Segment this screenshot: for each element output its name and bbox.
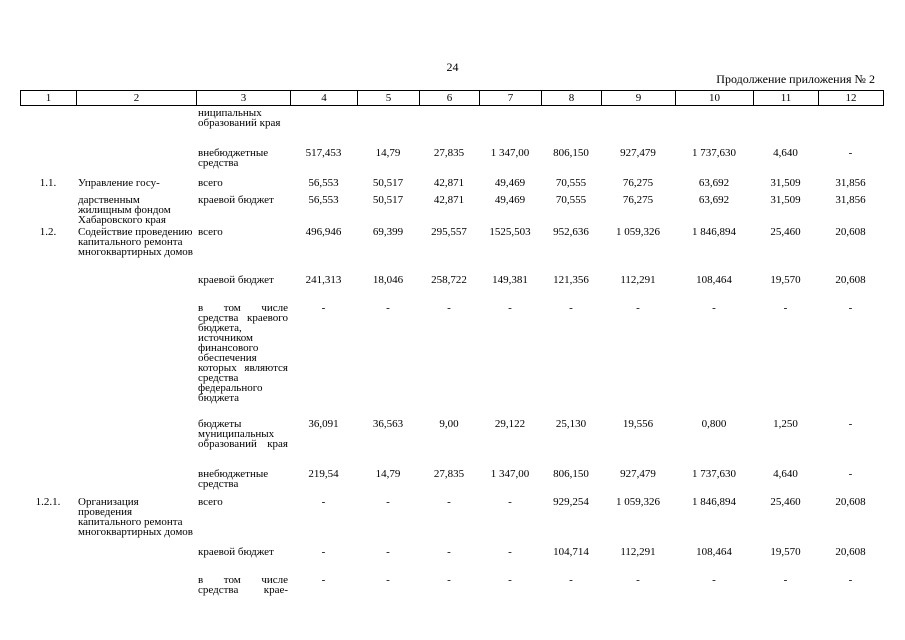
row-name: Содействие проведению капитального ремонта многоквартирных домов (78, 226, 193, 258)
value-col-7: - (508, 546, 512, 558)
value-col-12: 31,856 (835, 194, 866, 206)
value-col-8: 806,150 (553, 147, 589, 159)
value-col-7: 49,469 (494, 194, 526, 206)
value-col-4: 36,091 (308, 418, 339, 430)
page-number: 24 (446, 60, 459, 74)
value-col-10: 108,464 (696, 274, 732, 286)
row-source: внебюджетные средства (198, 468, 269, 490)
row-name (76, 275, 196, 303)
value-col-5: 50,517 (372, 194, 404, 206)
value-col-7: 1 347,00 (490, 468, 530, 480)
value-col-8: 952,636 (553, 226, 589, 238)
row-code (20, 419, 76, 469)
value-col-5: - (386, 302, 390, 314)
value-col-12 (818, 108, 883, 148)
value-col-4: 517,453 (305, 147, 342, 159)
table-row (20, 108, 883, 148)
value-col-12: - (848, 302, 853, 314)
value-col-11 (753, 108, 818, 148)
table-row (20, 148, 883, 178)
value-col-8: 70,555 (555, 194, 587, 206)
column-header-12: 12 (819, 91, 884, 106)
value-col-12: 20,608 (835, 274, 866, 286)
row-source: в том числе средства краевого бюджета, источником финансового обеспечения которых являются средства федерального бюджета (198, 302, 288, 404)
value-col-9: 76,275 (622, 177, 654, 189)
value-col-12: 20,608 (835, 546, 866, 558)
row-name (76, 148, 196, 178)
value-col-7: - (508, 574, 512, 586)
table-row (20, 547, 883, 575)
row-name (76, 575, 196, 599)
value-col-5: - (386, 496, 390, 508)
column-header-9: 9 (602, 91, 676, 106)
value-col-6: 258,722 (431, 274, 467, 286)
value-col-4: 496,946 (305, 226, 342, 238)
column-header-6: 6 (420, 91, 480, 106)
value-col-8 (541, 108, 601, 148)
value-col-6: 27,835 (433, 147, 465, 159)
value-col-9: 112,291 (620, 546, 656, 558)
row-code (20, 195, 76, 227)
table-row (20, 227, 883, 275)
value-col-9: 1 059,326 (616, 496, 660, 508)
value-col-6: 27,835 (433, 468, 465, 480)
value-col-4: 241,313 (305, 274, 342, 286)
value-col-7: 49,469 (494, 177, 526, 189)
row-code (20, 303, 76, 419)
row-code (20, 575, 76, 599)
value-col-8: 121,356 (553, 274, 589, 286)
value-col-12: 20,608 (835, 496, 866, 508)
continuation-label: Продолжение приложения № 2 (716, 72, 875, 86)
column-header-2: 2 (77, 91, 197, 106)
row-name (76, 469, 196, 497)
value-col-5 (357, 108, 419, 148)
row-source: краевой бюджет (198, 274, 274, 286)
value-col-8: - (569, 574, 573, 586)
value-col-10: 0,800 (701, 418, 727, 430)
row-name (76, 419, 196, 469)
row-name: дарственным жилищным фондом Хабаровского края (78, 194, 171, 226)
row-source: краевой бюджет (198, 194, 274, 206)
value-col-6: - (447, 574, 451, 586)
value-col-8: 806,150 (553, 468, 589, 480)
value-col-11: 4,640 (773, 147, 798, 159)
value-col-10 (675, 108, 753, 148)
row-source: ниципальных образований края (198, 107, 281, 129)
value-col-11: 4,640 (773, 468, 798, 480)
value-col-11: 1,250 (773, 418, 798, 430)
row-source: всего (198, 496, 223, 508)
table-row (20, 303, 883, 419)
value-col-10: 108,464 (696, 546, 732, 558)
value-col-5: 14,79 (375, 468, 401, 480)
value-col-7: 29,122 (494, 418, 526, 430)
data-table (20, 108, 883, 599)
value-col-10: - (712, 302, 716, 314)
value-col-6: - (447, 546, 451, 558)
column-header-7: 7 (480, 91, 542, 106)
column-header-row (20, 90, 884, 106)
row-source: внебюджетные средства (198, 147, 269, 169)
value-col-5: 36,563 (372, 418, 404, 430)
value-col-10: 1 737,630 (692, 468, 736, 480)
value-col-10: 63,692 (698, 194, 730, 206)
row-code: 1.2.1. (35, 496, 61, 508)
value-col-4: 219,54 (308, 468, 339, 480)
table-row (20, 419, 883, 469)
row-code (20, 547, 76, 575)
column-header-10: 10 (676, 91, 754, 106)
value-col-7 (479, 108, 541, 148)
value-col-8: - (569, 302, 573, 314)
row-name: Управление госу- (78, 177, 160, 189)
value-col-4: - (321, 546, 326, 558)
value-col-12: 20,608 (835, 226, 866, 238)
row-code (20, 108, 76, 148)
table-row (20, 469, 883, 497)
row-name: Организация проведения капитального ремонта многоквартирных домов (78, 496, 193, 538)
value-col-10: 63,692 (698, 177, 730, 189)
value-col-12: - (848, 147, 853, 159)
value-col-9: 112,291 (620, 274, 656, 286)
value-col-12: - (848, 418, 853, 430)
row-name (76, 108, 196, 148)
value-col-6 (419, 108, 479, 148)
value-col-11: 31,509 (770, 194, 801, 206)
row-code (20, 275, 76, 303)
value-col-11: 25,460 (770, 226, 801, 238)
column-header-11: 11 (754, 91, 819, 106)
value-col-6: - (447, 496, 451, 508)
row-name (76, 303, 196, 419)
value-col-6: 42,871 (433, 194, 465, 206)
value-col-11: 19,570 (770, 546, 801, 558)
value-col-11: - (783, 302, 788, 314)
value-col-6: 9,00 (439, 418, 459, 430)
value-col-5: - (386, 574, 390, 586)
value-col-10: - (712, 574, 716, 586)
row-source: в том числе средства крае- (198, 574, 288, 596)
value-col-9: 927,479 (620, 147, 656, 159)
column-header-4: 4 (291, 91, 358, 106)
value-col-8: 104,714 (553, 546, 589, 558)
value-col-4 (290, 108, 357, 148)
column-header-1: 1 (21, 91, 77, 106)
row-code (20, 148, 76, 178)
value-col-4: - (321, 496, 326, 508)
column-header-3: 3 (197, 91, 291, 106)
value-col-9: 1 059,326 (616, 226, 660, 238)
value-col-5: 18,046 (372, 274, 404, 286)
value-col-9: 19,556 (622, 418, 654, 430)
value-col-11: 31,509 (770, 177, 801, 189)
value-col-11: 19,570 (770, 274, 801, 286)
value-col-11: 25,460 (770, 496, 801, 508)
value-col-12: - (848, 574, 853, 586)
row-name (76, 547, 196, 575)
value-col-6: 295,557 (431, 226, 467, 238)
value-col-4: - (321, 574, 326, 586)
value-col-4: - (321, 302, 326, 314)
value-col-10: 1 737,630 (692, 147, 736, 159)
table-row (20, 178, 883, 195)
value-col-12: 31,856 (835, 177, 866, 189)
value-col-5: - (386, 546, 390, 558)
value-col-5: 69,399 (372, 226, 404, 238)
value-col-10: 1 846,894 (692, 226, 736, 238)
value-col-12: - (848, 468, 853, 480)
value-col-7: - (508, 302, 512, 314)
value-col-5: 14,79 (375, 147, 401, 159)
value-col-9 (601, 108, 675, 148)
row-source: всего (198, 177, 223, 189)
row-code: 1.2. (39, 226, 57, 238)
value-col-4: 56,553 (308, 194, 339, 206)
value-col-8: 70,555 (555, 177, 587, 189)
table-row (20, 497, 883, 547)
value-col-9: 927,479 (620, 468, 656, 480)
value-col-7: - (508, 496, 512, 508)
table-row (20, 195, 883, 227)
row-code (20, 469, 76, 497)
value-col-5: 50,517 (372, 177, 404, 189)
table-row (20, 275, 883, 303)
value-col-9: 76,275 (622, 194, 654, 206)
value-col-6: 42,871 (433, 177, 465, 189)
table-row (20, 575, 883, 599)
value-col-10: 1 846,894 (692, 496, 736, 508)
row-source: краевой бюджет (198, 546, 274, 558)
value-col-11: - (783, 574, 788, 586)
column-header-5: 5 (358, 91, 420, 106)
row-source: бюджеты муниципальных образований края (198, 418, 288, 450)
value-col-9: - (636, 574, 640, 586)
value-col-4: 56,553 (308, 177, 339, 189)
value-col-7: 1 347,00 (490, 147, 530, 159)
value-col-7: 1525,503 (489, 226, 531, 238)
value-col-9: - (636, 302, 640, 314)
row-code: 1.1. (39, 177, 57, 189)
value-col-8: 929,254 (553, 496, 589, 508)
value-col-6: - (447, 302, 451, 314)
value-col-7: 149,381 (492, 274, 528, 286)
column-header-8: 8 (542, 91, 602, 106)
value-col-8: 25,130 (555, 418, 587, 430)
row-source: всего (198, 226, 223, 238)
